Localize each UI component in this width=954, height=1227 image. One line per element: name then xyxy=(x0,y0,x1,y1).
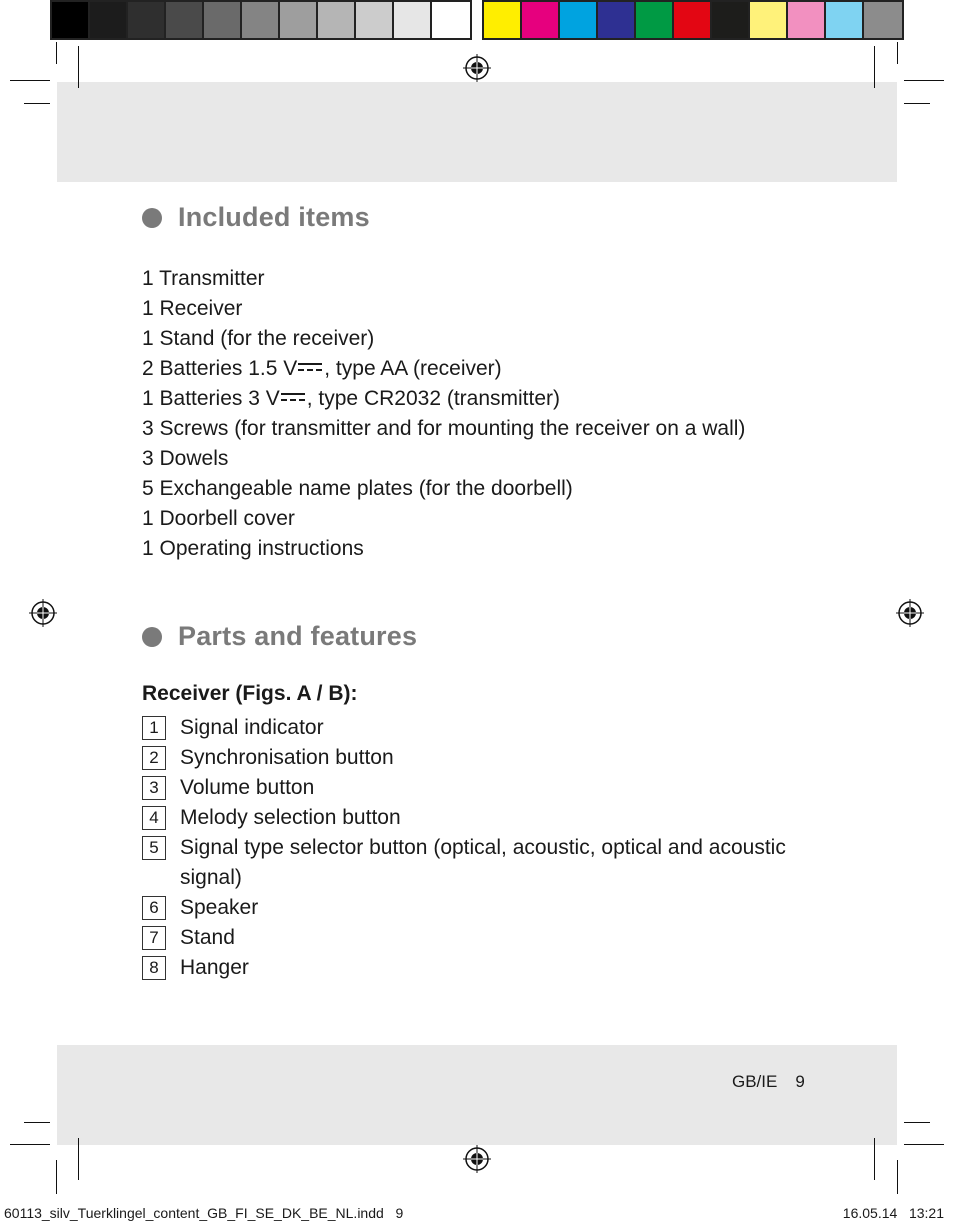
section-title: Parts and features xyxy=(178,621,418,651)
crop-mark xyxy=(904,80,944,81)
color-swatch xyxy=(864,2,902,38)
part-number-box: 2 xyxy=(142,746,166,770)
crop-mark xyxy=(24,103,50,104)
part-number-box: 8 xyxy=(142,956,166,980)
color-swatch xyxy=(750,2,788,38)
color-swatch xyxy=(788,2,826,38)
part-item xyxy=(142,773,822,803)
region-label: GB/IE xyxy=(732,1072,778,1091)
page-footer xyxy=(732,1072,805,1092)
gray-swatch xyxy=(280,2,318,38)
registration-mark-icon xyxy=(463,54,491,82)
gray-swatch xyxy=(318,2,356,38)
crop-mark xyxy=(78,1138,79,1180)
gray-swatch xyxy=(356,2,394,38)
part-item xyxy=(142,953,822,983)
parts-list xyxy=(142,713,822,983)
part-number-box: 6 xyxy=(142,896,166,920)
list-item xyxy=(142,294,745,324)
crop-mark xyxy=(56,42,57,64)
list-item xyxy=(142,444,745,474)
crop-mark xyxy=(78,46,79,88)
part-label: Speaker xyxy=(180,896,259,919)
gray-swatch xyxy=(432,2,470,38)
grayscale-color-bar xyxy=(50,0,472,40)
list-item xyxy=(142,534,745,564)
list-item xyxy=(142,504,745,534)
item-text: 2 Batteries 1.5 V xyxy=(142,357,298,380)
crop-mark xyxy=(904,1144,944,1145)
crop-mark xyxy=(874,1138,875,1180)
crop-mark xyxy=(24,1122,50,1123)
item-text: 5 Exchangeable name plates (for the doorbell) xyxy=(142,477,573,500)
part-number-box: 7 xyxy=(142,926,166,950)
part-label: Signal type selector button (optical, acoustic, optical and acoustic signal) xyxy=(180,836,786,889)
color-swatch xyxy=(826,2,864,38)
gray-swatch xyxy=(90,2,128,38)
part-label: Signal indicator xyxy=(180,716,324,739)
gray-swatch xyxy=(204,2,242,38)
list-item xyxy=(142,474,745,504)
bullet-dot-icon xyxy=(142,208,162,228)
item-text: 3 Screws (for transmitter and for mounting the receiver on a wall) xyxy=(142,417,746,440)
bullet-dot-icon xyxy=(142,627,162,647)
part-label: Hanger xyxy=(180,956,249,979)
color-swatch xyxy=(636,2,674,38)
list-item xyxy=(142,264,745,294)
footer-band xyxy=(57,1045,897,1145)
crop-mark xyxy=(874,46,875,88)
gray-swatch xyxy=(242,2,280,38)
included-items-list xyxy=(142,264,745,564)
list-item xyxy=(142,414,745,444)
section-heading-parts-features xyxy=(142,621,417,652)
color-swatch xyxy=(598,2,636,38)
crop-mark xyxy=(897,1160,898,1194)
part-item xyxy=(142,713,822,743)
gray-swatch xyxy=(394,2,432,38)
list-item xyxy=(142,324,745,354)
item-text: 1 Doorbell cover xyxy=(142,507,295,530)
part-label: Stand xyxy=(180,926,235,949)
item-text-suffix: , type AA (receiver) xyxy=(324,357,502,380)
item-text: 1 Operating instructions xyxy=(142,537,364,560)
color-swatch xyxy=(712,2,750,38)
registration-mark-icon xyxy=(463,1145,491,1173)
receiver-subheading: Receiver (Figs. A / B): xyxy=(142,682,358,705)
list-item xyxy=(142,354,745,384)
page-number: 9 xyxy=(795,1072,805,1091)
part-number-box: 5 xyxy=(142,836,166,860)
dc-symbol-icon xyxy=(281,392,305,402)
part-item xyxy=(142,803,822,833)
part-item xyxy=(142,743,822,773)
crop-mark xyxy=(56,1160,57,1194)
part-item xyxy=(142,893,822,923)
item-text: 3 Dowels xyxy=(142,447,229,470)
gray-swatch xyxy=(128,2,166,38)
crop-mark xyxy=(897,42,898,64)
color-swatch xyxy=(674,2,712,38)
crop-mark xyxy=(904,103,930,104)
registration-mark-icon xyxy=(29,599,57,627)
part-number-box: 4 xyxy=(142,806,166,830)
color-swatch xyxy=(522,2,560,38)
color-swatch xyxy=(560,2,598,38)
part-number-box: 1 xyxy=(142,716,166,740)
item-text: 1 Batteries 3 V xyxy=(142,387,280,410)
registration-mark-icon xyxy=(896,599,924,627)
gray-swatch xyxy=(52,2,90,38)
item-text: 1 Stand (for the receiver) xyxy=(142,327,375,350)
crop-mark xyxy=(10,80,50,81)
crop-mark xyxy=(10,1144,50,1145)
item-text: 1 Receiver xyxy=(142,297,243,320)
part-label: Melody selection button xyxy=(180,806,401,829)
part-item xyxy=(142,833,822,893)
date-slug: 16.05.14 13:21 xyxy=(842,1205,944,1221)
part-item xyxy=(142,923,822,953)
color-swatch xyxy=(484,2,522,38)
section-title: Included items xyxy=(178,202,370,232)
crop-mark xyxy=(904,1122,930,1123)
part-label: Volume button xyxy=(180,776,315,799)
part-number-box: 3 xyxy=(142,776,166,800)
gray-swatch xyxy=(166,2,204,38)
section-heading-included-items xyxy=(142,202,370,233)
file-slug: 60113_silv_Tuerklingel_content_GB_FI_SE_DK_BE_NL.indd 9 xyxy=(4,1205,404,1221)
list-item xyxy=(142,384,745,414)
header-band xyxy=(57,82,897,182)
item-text: 1 Transmitter xyxy=(142,267,265,290)
item-text-suffix: , type CR2032 (transmitter) xyxy=(306,387,561,410)
part-label: Synchronisation button xyxy=(180,746,394,769)
dc-symbol-icon xyxy=(298,362,322,372)
process-color-bar xyxy=(482,0,904,40)
